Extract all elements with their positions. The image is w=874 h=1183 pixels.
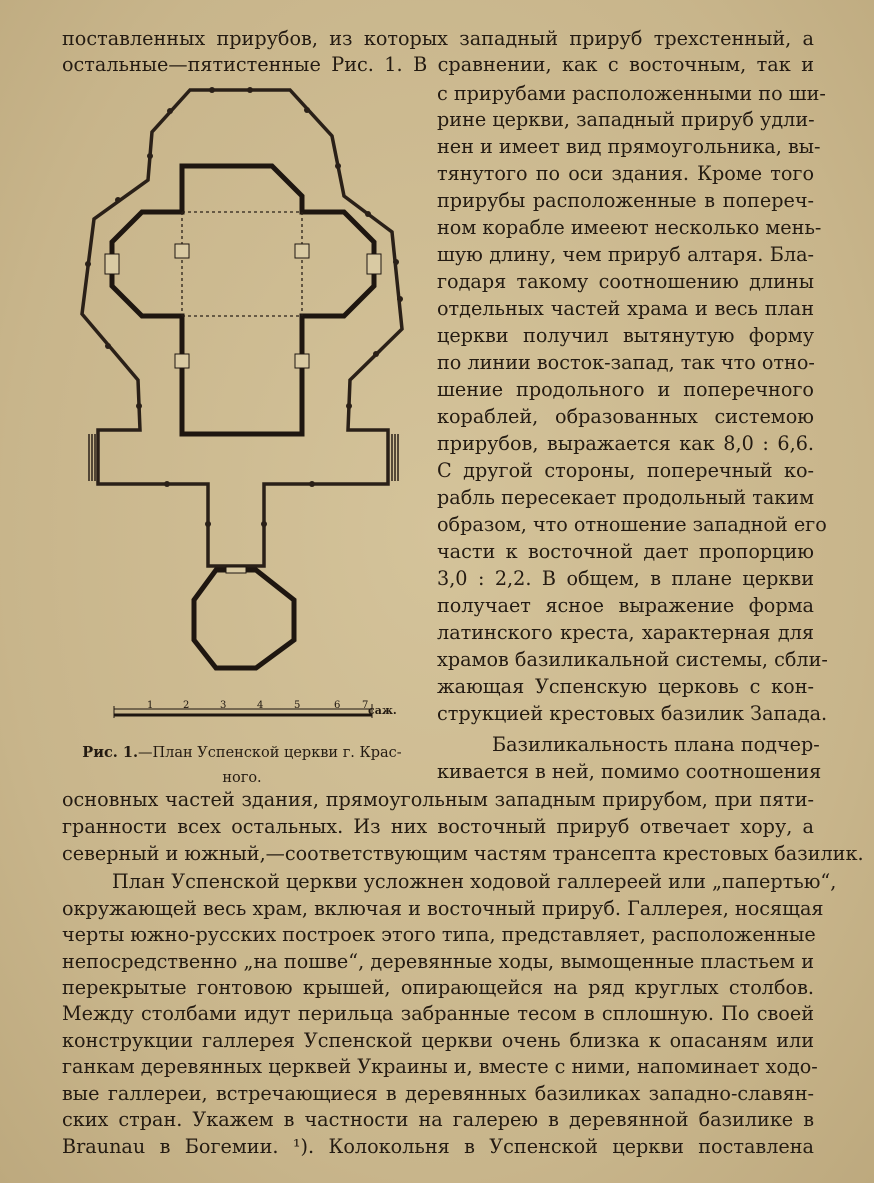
text-line: тянутого по оси здания. Кроме того xyxy=(437,162,814,185)
text-line: латинского креста, характерная для xyxy=(437,621,814,644)
text-line: вые галлереи, встречающиеся в деревянных базиликах западно-славян- xyxy=(62,1082,814,1105)
text-line: конструкции галлерея Успенской церкви очень близка к опасаням или xyxy=(62,1029,814,1052)
text-line: отдельных частей храма и весь план xyxy=(437,297,814,320)
text-line: рине церкви, западный прируб удли- xyxy=(437,108,815,131)
text-line: гранности всех остальных. Из них восточный прируб отвечает хору, а xyxy=(62,815,814,838)
text-line: образом, что отношение западной его xyxy=(437,513,827,536)
text-line: Braunau в Богемии. ¹). Колокольня в Успенской церкви поставлена xyxy=(62,1135,814,1158)
text-line: ских стран. Укажем в частности на галерею в деревянной базилике в xyxy=(62,1108,814,1131)
windows xyxy=(105,244,381,368)
caption-label: Рис. 1. xyxy=(82,744,139,761)
text-line: кивается в ней, помимо соотношения xyxy=(437,760,822,783)
text-line: ганкам деревянных церквей Украины и, вместе с ними, напоминает ходо- xyxy=(62,1055,818,1078)
scale-unit-label: саж. xyxy=(368,704,397,717)
text-line: шение продольного и поперечного xyxy=(437,378,814,401)
text-line: жающая Успенскую церковь с кон- xyxy=(437,675,814,698)
church-plan-figure xyxy=(72,84,422,729)
scale-number: 2 xyxy=(183,700,190,711)
text-line: Между столбами идут перильца забранные тесом в сплошную. По своей xyxy=(62,1002,814,1025)
scale-number: 3 xyxy=(220,700,227,711)
text-line: нен и имеет вид прямоугольника, вы- xyxy=(437,135,821,158)
text-line: кораблей, образованных системою xyxy=(437,405,814,428)
bell-tower xyxy=(194,567,294,668)
text-line: План Успенской церкви усложнен ходовой галлереей или „папертью“, xyxy=(112,870,837,893)
text-line: прирубы расположенные в попереч- xyxy=(437,189,814,212)
caption-text: —План Успенской церкви г. Крас- xyxy=(138,745,402,761)
text-line: поставленных прирубов, из которых западный прируб трехстенный, а xyxy=(62,27,814,50)
text-line: части к восточной дает пропорцию xyxy=(437,540,814,563)
text-line: церкви получил вытянутую форму xyxy=(437,324,814,347)
scale-number: 6 xyxy=(334,700,341,711)
text-line: с прирубами расположенными по ши- xyxy=(437,82,826,105)
text-line: С другой стороны, поперечный ко- xyxy=(437,459,814,482)
internal-dashed-lines xyxy=(182,212,302,316)
text-line: шую длину, чем прируб алтаря. Бла- xyxy=(437,243,814,266)
text-line: прирубов, выражается как 8,0 : 6,6. xyxy=(437,432,814,455)
scale-number: 7 xyxy=(362,700,369,711)
text-line: окружающей весь храм, включая и восточный прируб. Галлерея, носящая xyxy=(62,897,824,920)
porch-steps xyxy=(89,434,398,481)
scale-number: 4 xyxy=(257,700,264,711)
text-line: получает ясное выражение форма xyxy=(437,594,814,617)
church-walls xyxy=(112,166,374,434)
scale-number: 5 xyxy=(294,700,301,711)
scale-number: 1 xyxy=(147,700,154,711)
caption-text-2: ного. xyxy=(222,770,262,786)
text-line: непосредственно „на пошве“, деревянные ходы, вымощенные пластьем и xyxy=(62,950,814,973)
outer-gallery xyxy=(82,90,402,566)
text-line: струкцией крестовых базилик Запада. xyxy=(437,702,828,725)
figure-caption xyxy=(62,740,422,791)
text-line: остальные—пятистенные Рис. 1. В сравнении, как с восточным, так и xyxy=(62,53,814,76)
text-line: рабль пересекает продольный таким xyxy=(437,486,814,509)
text-line: 3,0 : 2,2. В общем, в плане церкви xyxy=(437,567,814,590)
text-line: северный и южный,—соответствующим частям трансепта крестовых базилик. xyxy=(62,842,864,865)
text-line: храмов базиликальной системы, сбли- xyxy=(437,648,828,671)
text-line: черты южно-русских построек этого типа, представляет, расположенные xyxy=(62,923,816,946)
text-line: Базиликальность плана подчер- xyxy=(492,733,820,756)
text-line: основных частей здания, прямоугольным западным прирубом, при пяти- xyxy=(62,788,814,811)
text-line: перекрытые гонтовою крышей, опирающейся на ряд круглых столбов. xyxy=(62,976,814,999)
text-line: по линии восток-запад, так что отно- xyxy=(437,351,815,374)
text-line: ном корабле имееют несколько мень- xyxy=(437,216,822,239)
text-line: годаря такому соотношению длины xyxy=(437,270,814,293)
